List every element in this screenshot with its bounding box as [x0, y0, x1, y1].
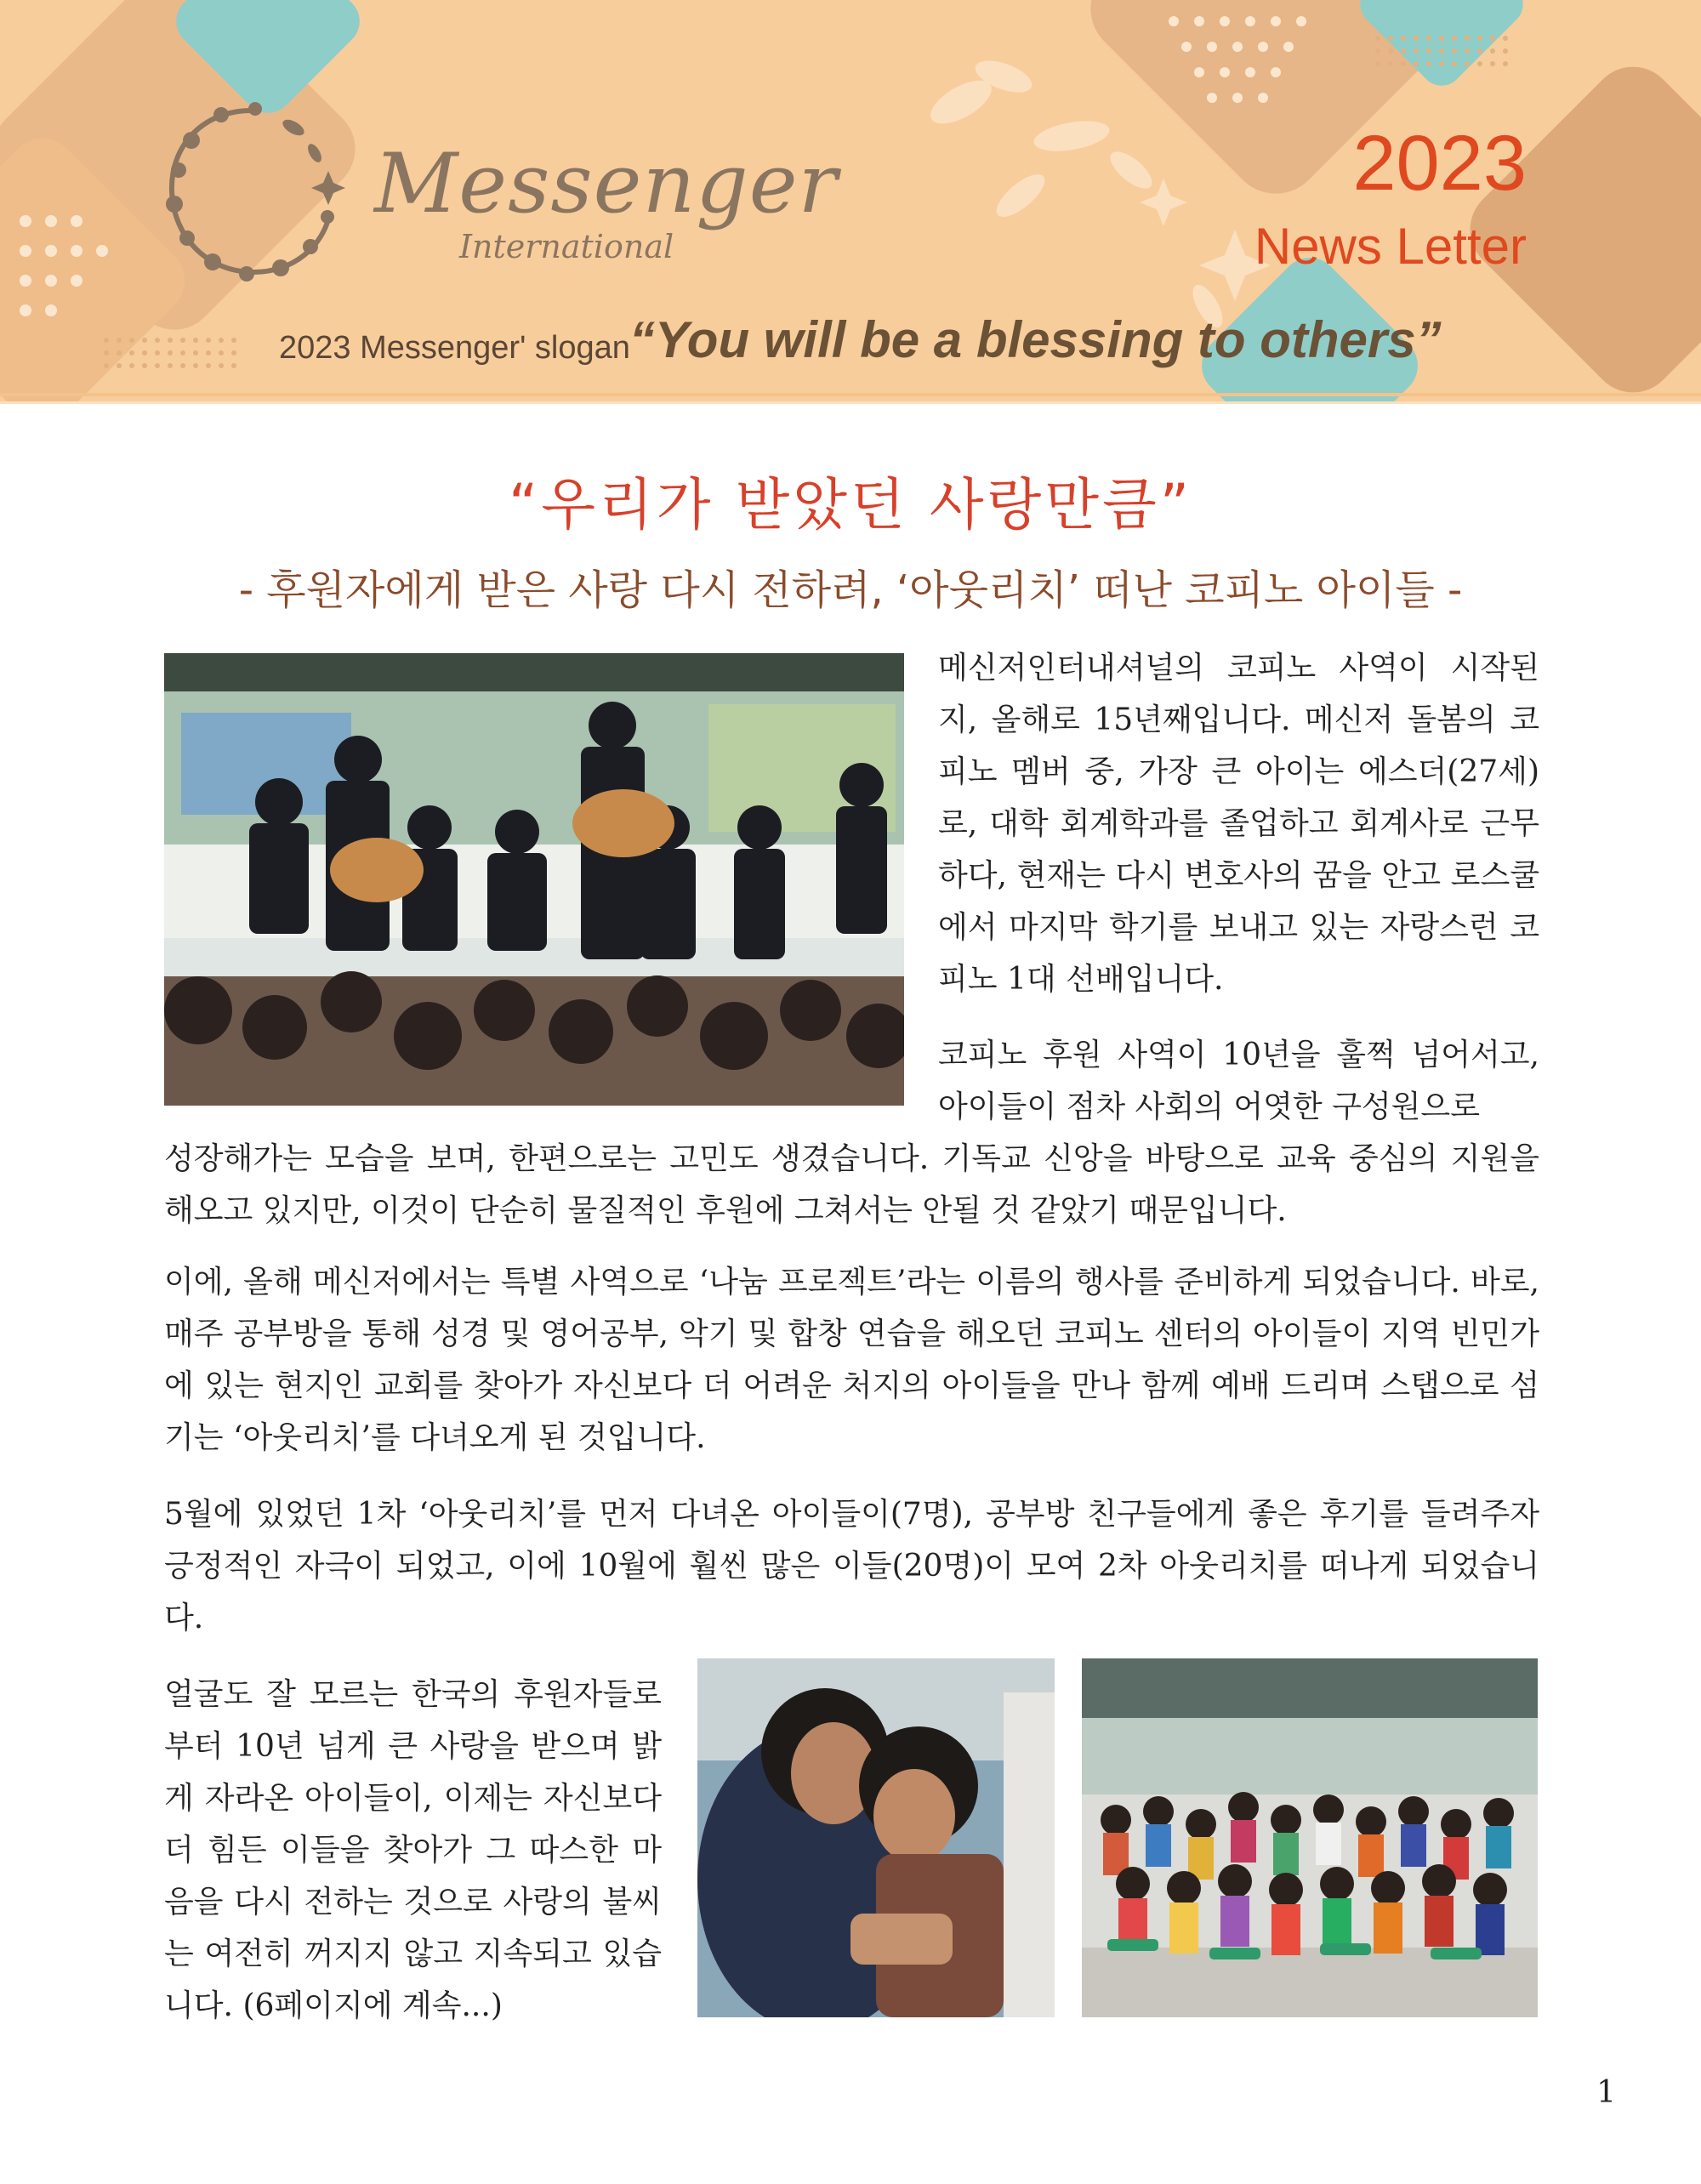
article-paragraph-3: 이에, 올해 메신저에서는 특별 사역으로 ‘나눔 프로젝트’라는 이름의 행사를 준비하게 되었습니다. 바로, 매주 공부방을 통해 성경 및 영어공부, 악기 및 합창 연습을 해오던 코피노 센터의 아이들이 지역 빈민가에 있는 현지인 교회를 찾아가 자신보다 더 어려운 처지의 아이들을 만나 함께 예배 드리며 스탭으로 섬기는 ‘아웃리치’를 다녀오게 된 것입니다.: [164, 1265, 1539, 1455]
newsletter-year: 2023: [1352, 120, 1527, 207]
article-paragraph-5: 얼굴도 잘 모르는 한국의 후원자들로부터 10년 넘게 큰 사랑을 받으며 밝게 자라온 아이들이, 이제는 자신보다 더 힘든 이들을 찾아가 그 따스한 마음을 다시 전하는 것으로 사랑의 불씨는 여전히 꺼지지 않고 지속되고 있습니다. (6페이지에 계속...): [164, 1677, 662, 2023]
article-title: “우리가 받았던 사랑만큼”: [509, 472, 1192, 537]
header-divider: [0, 393, 1701, 396]
header-divider-thin: [0, 401, 1701, 404]
photo-performance: [164, 653, 904, 1106]
newsletter-title: News Letter: [1254, 218, 1527, 275]
photo-craft: [697, 1658, 1055, 2017]
newsletter-header: [0, 0, 1701, 404]
logo-wordmark: Messenger: [374, 136, 839, 231]
article-paragraph-2-top: 코피노 후원 사역이 10년을 훌쩍 넘어서고, 아이들이 점차 사회의 어엿한 구성원으로: [938, 1038, 1539, 1124]
logo-subtitle: International: [459, 228, 674, 265]
slogan-label: 2023 Messenger' slogan: [279, 330, 630, 366]
photo-craft-illustration: [697, 1658, 1055, 2017]
messenger-logo-icon: [153, 94, 349, 289]
article-paragraph-2-bottom: 성장해가는 모습을 보며, 한편으로는 고민도 생겼습니다. 기독교 신앙을 바탕으로 교육 중심의 지원을 해오고 있지만, 이것이 단순히 물질적인 후원에 그쳐서는 안될 것 같았기 때문입니다.: [164, 1141, 1539, 1228]
article-paragraph-1: 메신저인터내셔널의 코피노 사역이 시작된 지, 올해로 15년째입니다. 메신저 돌봄의 코피노 멤버 중, 가장 큰 아이는 에스더(27세)로, 대학 회계학과를 졸업하고 회계사로 근무하다, 현재는 다시 변호사의 꿈을 안고 로스쿨에서 마지막 학기를 보내고 있는 자랑스런 코피노 1대 선배입니다.: [938, 651, 1539, 997]
article-paragraph-4: 5월에 있었던 1차 ‘아웃리치’를 먼저 다녀온 아이들이(7명), 공부방 친구들에게 좋은 후기를 들려주자 긍정적인 자극이 되었고, 이에 10월에 훨씬 많은 이들(20명)이 모여 2차 아웃리치를 떠나게 되었습니다.: [164, 1497, 1539, 1635]
page-number: 1: [1596, 2075, 1616, 2110]
photo-group: [1082, 1658, 1538, 2017]
photo-performance-illustration: [164, 653, 904, 1106]
slogan-text: “You will be a blessing to others”: [629, 311, 1442, 368]
article-subtitle: - 후원자에게 받은 사랑 다시 전하려, ‘아웃리치’ 떠난 코피노 아이들 -: [238, 566, 1463, 614]
photo-group-illustration: [1082, 1658, 1538, 2017]
